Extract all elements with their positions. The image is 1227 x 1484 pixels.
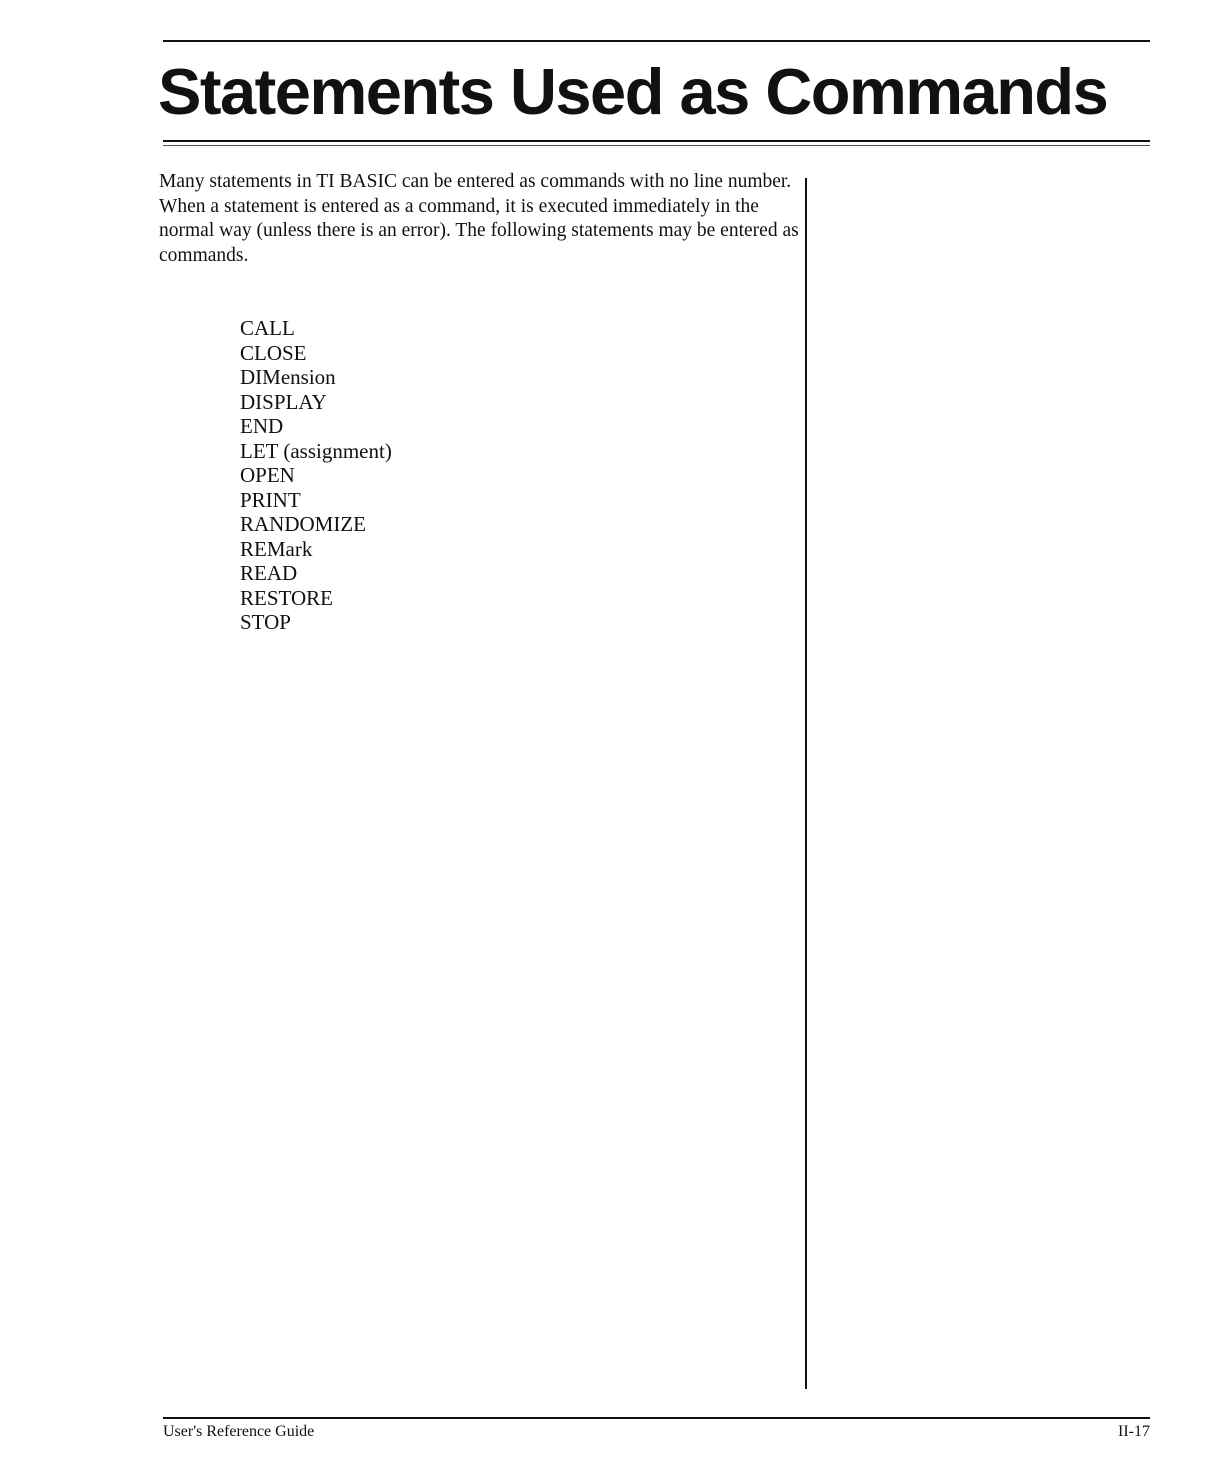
footer-guide-name: User's Reference Guide	[163, 1423, 315, 1440]
statement-item: DISPLAY	[240, 389, 327, 414]
intro-paragraph: Many statements in TI BASIC can be entered as commands with no line number. When a statement is entered as a command, it is executed immediately in the normal way (unless there is an error). The following statements may be entered as commands.	[159, 171, 799, 266]
statement-item: CLOSE	[240, 340, 307, 365]
statement-item: DIMension	[240, 365, 336, 389]
footer-page-number: II-17	[1118, 1423, 1150, 1440]
statement-item: OPEN	[240, 463, 295, 487]
top-rule	[163, 40, 1150, 42]
column-divider	[805, 178, 807, 1389]
statement-list	[240, 316, 392, 635]
footer-rule	[163, 1417, 1150, 1419]
statement-item: STOP	[240, 610, 291, 634]
page-title: Statements Used as Commands	[158, 55, 1108, 128]
title-underline-thin	[163, 145, 1150, 146]
statement-item: REMark	[240, 536, 313, 561]
statement-item: READ	[240, 561, 298, 585]
statement-item: LET (assignment)	[240, 438, 392, 463]
title-underline	[163, 140, 1150, 142]
statement-item: RANDOMIZE	[240, 512, 366, 536]
statement-item: CALL	[240, 316, 295, 340]
statement-item: PRINT	[240, 487, 301, 512]
statement-item: END	[240, 414, 284, 438]
statement-item: RESTORE	[240, 585, 333, 610]
